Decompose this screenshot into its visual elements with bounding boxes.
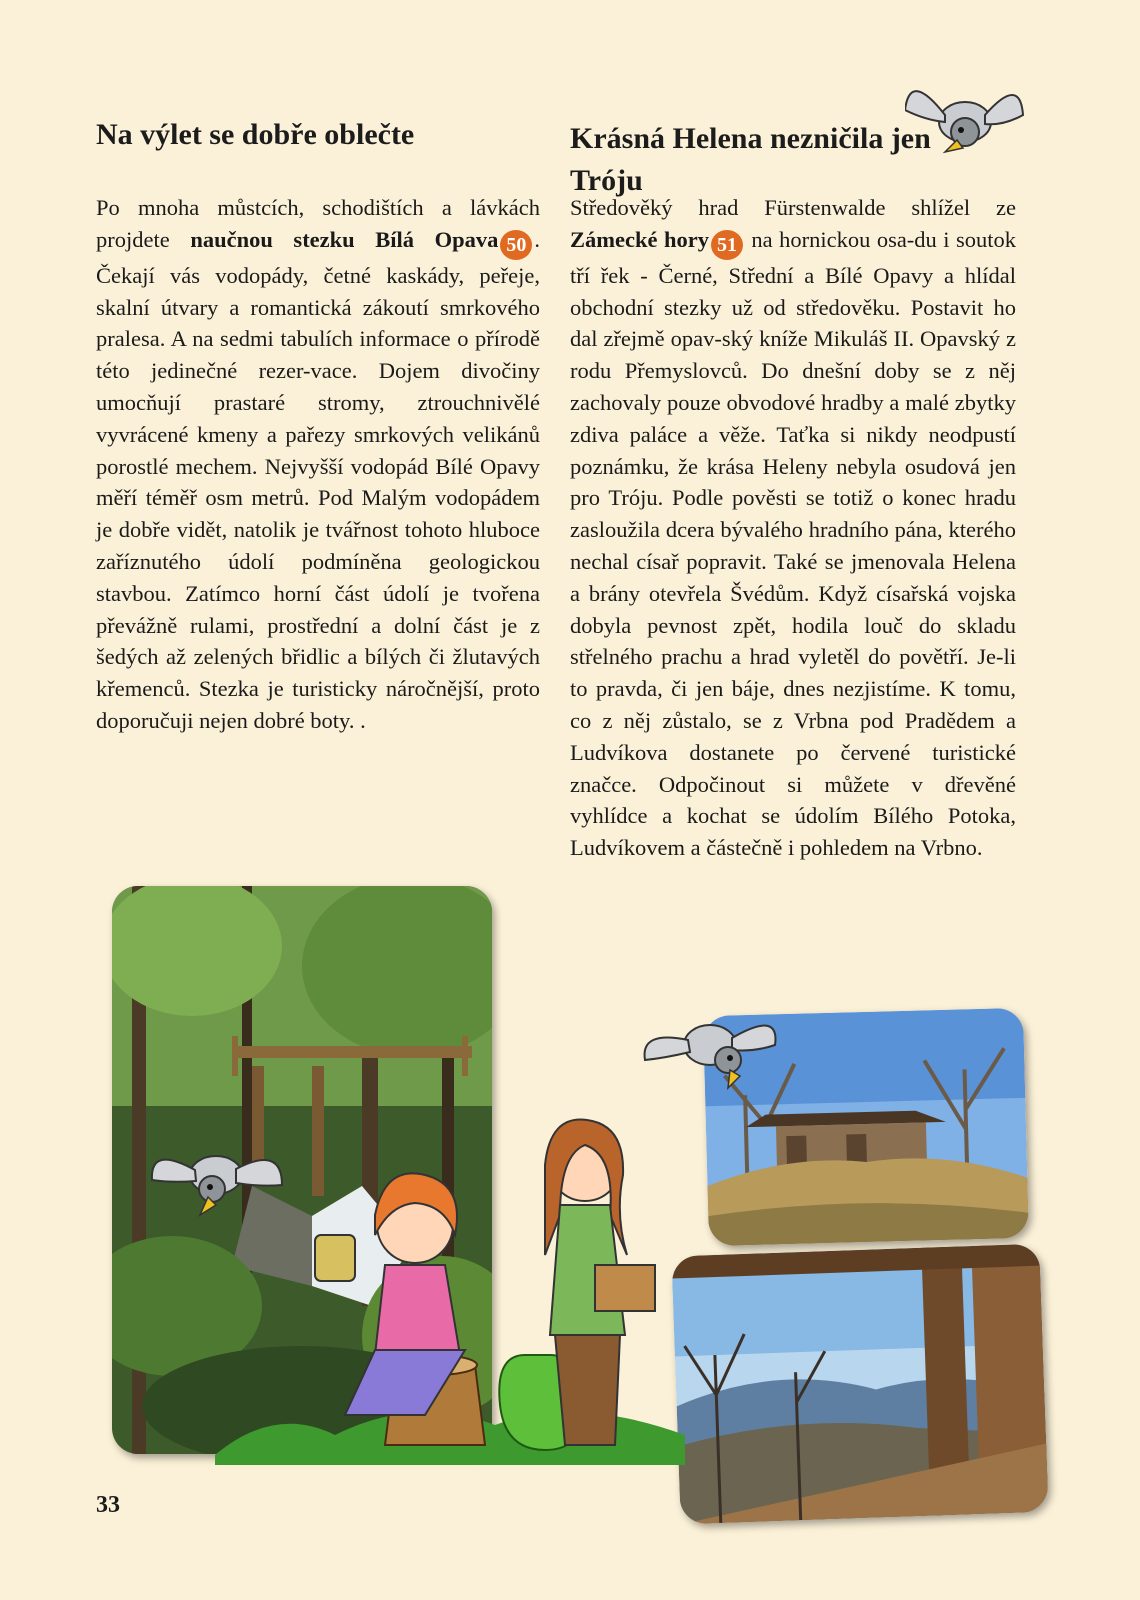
trail-name: naučnou stezku Bílá Opava bbox=[190, 226, 499, 252]
right-text-rest: na hornickou osa-du i soutok tří řek - Černé, Střední a Bílé Opavy a hlídal obchodní stezky už od středověku. Postavit ho dal zřejmě opav-ský kníže Mikuláš II. Opavský z rodu Přemyslovců. Do dnešní doby se z něj zachovaly pouze obvodové hradby a malé zbytky zdiva paláce a věže. Taťka si nikdy neodpustí poznámku, že krása Heleny nebyla osudová jen pro Tróju. Podle pověsti se totiž o konec hradu zasloužila dcera bývalého hradního pána, kterého nechal císař popravit. Také se jmenovala Helena a brány otevřela Švédům. Když císařská vojska dobyla pevnost zpět, hodila louč do skladu střelného prachu a hrad vyletěl do povětří. Je-li to pravda, či jen báje, dnes nezjistíme. K tomu, co z něj zůstalo, se z Vrbna pod Pradědem a Ludvíkova dostanete po červené turistické značce. Odpočinout si můžete v dřevěné vyhlídce a kochat se údolím Bílého Potoka, Ludvíkovem a částečně i pohledem na Vrbno. bbox=[570, 226, 1016, 861]
right-article-text bbox=[570, 192, 1016, 864]
bird-mascot-icon bbox=[640, 990, 780, 1100]
right-text-start: Středověký hrad Fürstenwalde shlížel ze bbox=[570, 195, 1016, 220]
left-text-start: Po mnoha můstcích, schodištích a lávkách projdete bbox=[96, 195, 540, 252]
location-badge-50: 50 bbox=[500, 230, 532, 260]
location-badge-51: 51 bbox=[711, 230, 743, 260]
left-article-text bbox=[96, 192, 540, 737]
right-heading: Krásná Helena nezničila jen Tróju bbox=[570, 122, 931, 197]
page-number: 33 bbox=[96, 1492, 120, 1518]
left-heading: Na výlet se dobře oblečte bbox=[96, 118, 415, 151]
bird-mascot-icon bbox=[905, 60, 1025, 170]
valley-view-photo bbox=[671, 1244, 1048, 1525]
left-text-rest: . Čekají vás vodopády, četné kaskády, peřeje, skalní útvary a romantická zákoutí smrkového pralesa. A na sedmi tabulích informace o přírodě této jedinečné rezer-vace. Dojem divočiny umocňují prastaré stromy, ztrouchnivělé vyvrácené kmeny a pařezy smrkových velikánů porostlé mechem. Nejvyšší vodopád Bílé Opavy měří téměř osm metrů. Pod Malým vodopádem je dobře vidět, natolik je tvářnost tohoto hluboce zaříznutého údolí podmíněna geologickou stavbou. Zatímco horní část údolí je tvořena převážně rulami, prostřední a dolní část je z šedých až zelených břidlic a bílých či žlutavých křemenců. Stezka je turisticky náročnější, proto doporučuji nejen dobré boty. . bbox=[96, 226, 540, 733]
children-illustration bbox=[215, 1115, 685, 1465]
castle-hill-name: Zámecké hory bbox=[570, 226, 709, 252]
